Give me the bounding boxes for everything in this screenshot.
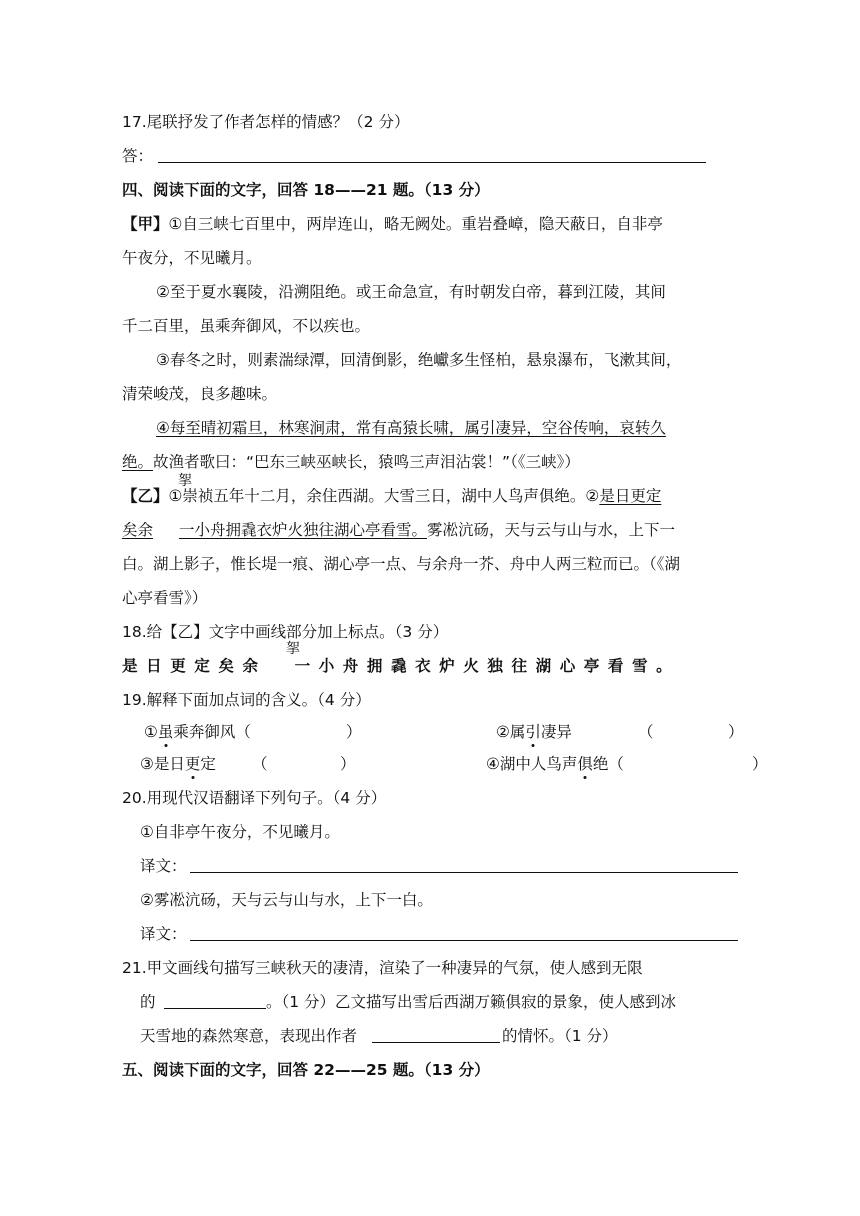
passage-a-p1-line1: 【甲】①自三峡七百里中，两岸连山，略无阙处。重岩叠嶂，隐天蔽日，自非亭 xyxy=(122,215,663,233)
q18-ruby: 挐 xyxy=(286,641,300,657)
q19-item4-close: ） xyxy=(752,755,768,773)
q21-line2-prefix: 的 xyxy=(140,993,156,1011)
section5-heading: 五、阅读下面的文字，回答 22——25 题。（13 分） xyxy=(122,1061,490,1079)
q19-item2-close: ） xyxy=(728,723,744,741)
q18-question: 18.给【乙】文字中画线部分加上标点。（3 分） xyxy=(122,623,449,641)
passage-a-marker: 【甲】 xyxy=(122,215,169,233)
passage-a-p4-line1: ④每至晴初霜旦，林寒涧肃，常有高猿长啸，属引凄异，空谷传响，哀转久 xyxy=(156,419,666,437)
q20-sentence2: ②雾凇沆砀，天与云与山与水，上下一白。 xyxy=(140,891,433,909)
q21-line3-prefix: 天雪地的森然寒意，表现出作者 xyxy=(140,1027,358,1045)
q21-line1: 21.甲文画线句描写三峡秋天的凄清，渲染了一种凄异的气氛，使人感到无限 xyxy=(122,959,643,977)
q18-sentence[interactable]: 是日更定矣余 一小舟拥毳衣炉火独往湖心亭看雪。 xyxy=(122,657,681,675)
q20-translation2-line[interactable] xyxy=(190,940,738,941)
passage-b-line4: 心亭看雪》） xyxy=(122,589,208,607)
passage-a-p2-line1: ②至于夏水襄陵，沿溯阻绝。或王命急宣，有时朝发白帝，暮到江陵，其间 xyxy=(156,283,666,301)
q17-answer-line[interactable] xyxy=(158,162,706,163)
section4-heading: 四、阅读下面的文字，回答 18——21 题。（13 分） xyxy=(122,181,490,199)
q19-item2-open: （ xyxy=(638,723,654,741)
passage-a-p4-line2: 绝。故渔者歌曰：“巴东三峡巫峡长，猿鸣三声泪沾裳！”（《三峡》） xyxy=(122,453,580,471)
q17-answer-label: 答： xyxy=(122,147,154,165)
q19-item4-blank[interactable] xyxy=(660,770,748,771)
passage-a-p1-line2: 午夜分，不见曦月。 xyxy=(122,249,262,267)
q19-item3-close: ） xyxy=(340,755,356,773)
q17-question: 17.尾联抒发了作者怎样的情感？（2 分） xyxy=(122,113,410,131)
q20-translation2-label: 译文： xyxy=(140,925,187,943)
q19-item2: ②属引凄异 xyxy=(496,723,572,741)
q19-item4: ④湖中人鸟声俱绝（ xyxy=(486,755,624,773)
q20-translation1-line[interactable] xyxy=(190,872,738,873)
q19-item3-blank[interactable] xyxy=(270,770,338,771)
q19-item1-close: ） xyxy=(346,723,362,741)
passage-b-line3: 白。湖上影子，惟长堤一痕、湖心亭一点、与余舟一芥、舟中人两三粒而已。（《湖 xyxy=(122,555,681,573)
q19-item1: ①虽乘奔御风（ xyxy=(144,723,251,741)
q20-sentence1: ①自非亭午夜分，不见曦月。 xyxy=(140,823,340,841)
passage-b-marker: 【乙】 xyxy=(122,487,169,505)
q19-item2-blank[interactable] xyxy=(656,738,726,739)
passage-b-line2: 矣余 一小舟拥毳衣炉火独往湖心亭看雪。雾凇沆砀，天与云与山与水，上下一 xyxy=(122,521,676,539)
q20-translation1-label: 译文： xyxy=(140,857,187,875)
passage-a-p3-line1: ③春冬之时，则素湍绿潭，回清倒影，绝巘多生怪柏，悬泉瀑布，飞漱其间， xyxy=(156,351,682,369)
passage-a-p2-line2: 千二百里，虽乘奔御风，不以疾也。 xyxy=(122,317,371,335)
passage-b-line1: 【乙】①崇祯五年十二月，余住西湖。大雪三日，湖中人鸟声俱绝。②是日更定 xyxy=(122,487,662,505)
q20-question: 20.用现代汉语翻译下列句子。（4 分） xyxy=(122,789,387,807)
q21-blank2[interactable] xyxy=(372,1042,500,1043)
q19-item3: ③是日更定 xyxy=(140,755,216,773)
q19-item1-blank[interactable] xyxy=(276,738,346,739)
q19-question: 19.解释下面加点词的含义。（4 分） xyxy=(122,691,371,709)
passage-a-p3-line2: 清荣峻茂，良多趣味。 xyxy=(122,385,278,403)
q21-blank1[interactable] xyxy=(164,1008,266,1009)
q21-line3-rest: 的情怀。（1 分） xyxy=(502,1027,618,1045)
q21-line2-rest: 。（1 分）乙文描写出雪后西湖万籁俱寂的景象，使人感到冰 xyxy=(266,993,677,1011)
passage-b-ruby: 挐 xyxy=(178,473,192,489)
q19-item3-open: （ xyxy=(252,755,268,773)
